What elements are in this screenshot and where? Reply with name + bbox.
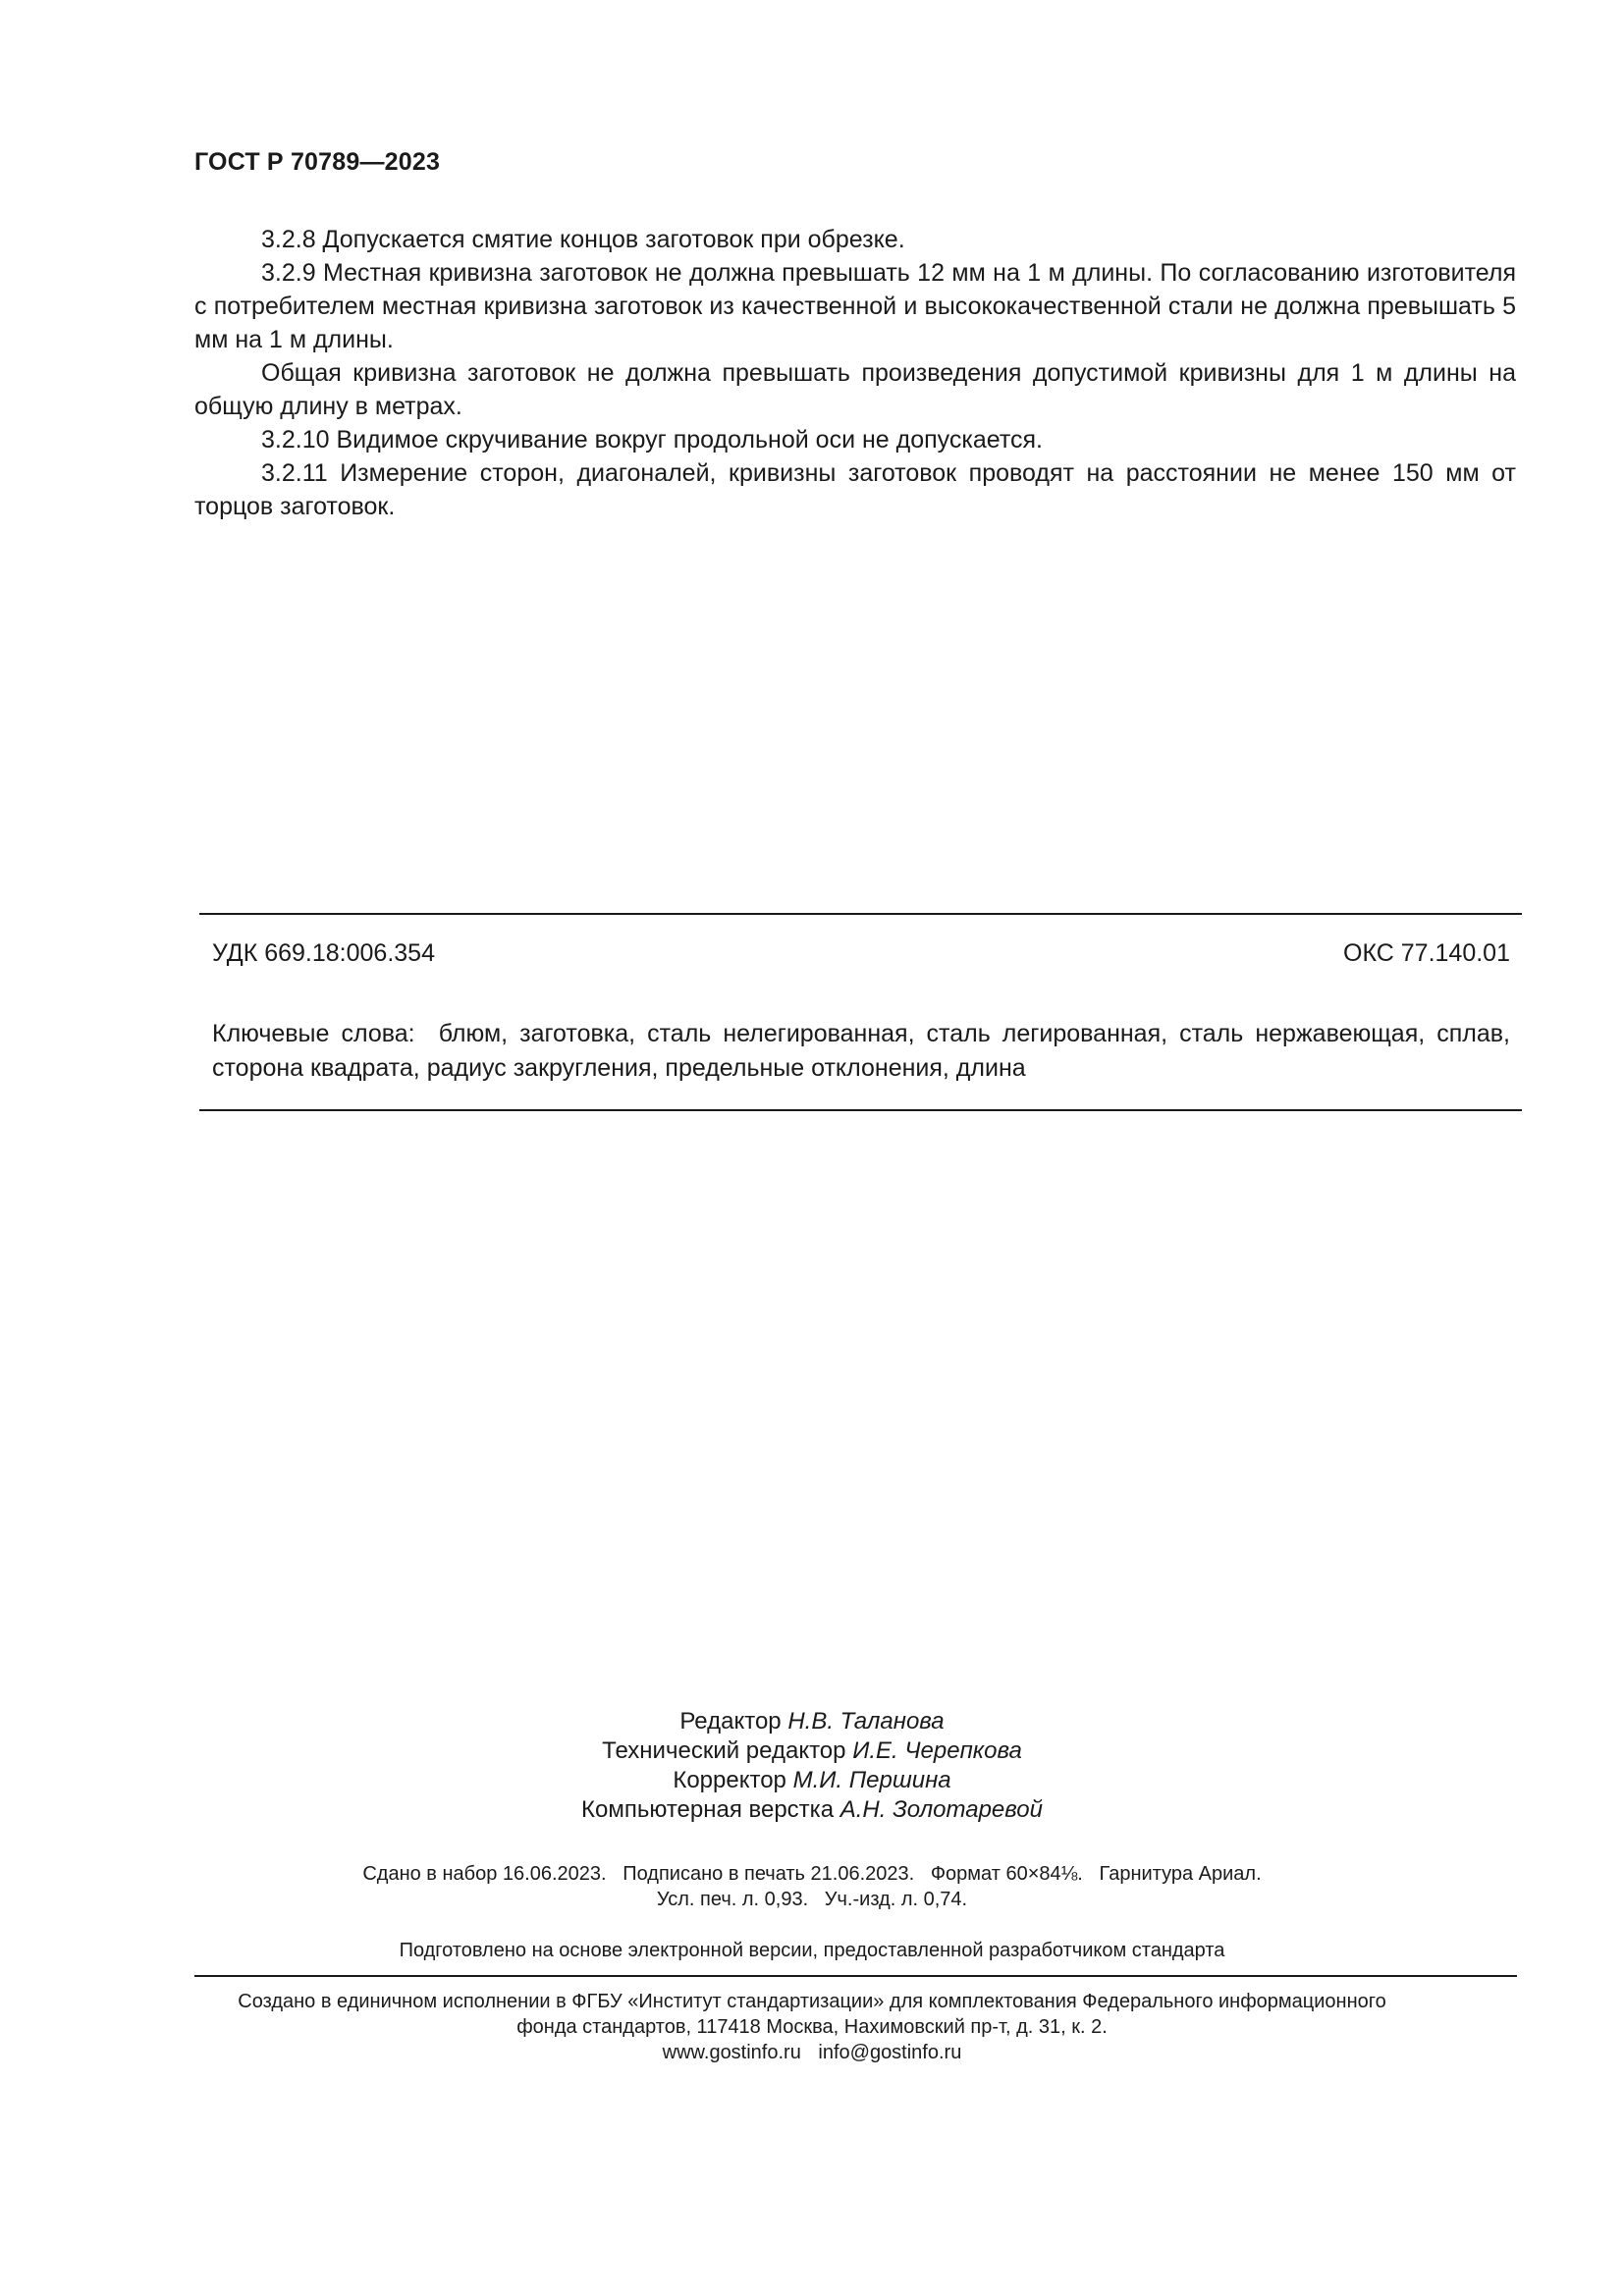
bottom-divider — [199, 1109, 1522, 1111]
keywords-text: блюм, заготовка, сталь нелегированная, сталь легированная, сталь нержавеющая, сплав, сторона квадрата, радиус закругления, предельные отклонения, длина — [212, 1020, 1510, 1082]
keywords-label: Ключевые слова: — [212, 1020, 415, 1047]
oks-code: ОКС 77.140.01 — [1343, 939, 1510, 967]
created-line-2: фонда стандартов, 117418 Москва, Нахимовский пр-т, д. 31, к. 2. — [516, 2016, 1108, 2038]
credit-editor: Редактор Н.В. Таланова — [679, 1708, 945, 1735]
clause-3-2-10: 3.2.10 Видимое скручивание вокруг продольной оси не допускается. — [261, 426, 1043, 454]
page-header-standard-id: ГОСТ Р 70789—2023 — [194, 148, 441, 176]
clause-3-2-9: 3.2.9 Местная кривизна заготовок не должна превышать 12 мм на 1 м длины. По согласованию изготовителя с потребителем местная кривизна заготовок из качественной и высококачественной стали не должна превышать 5 мм на 1 м длины. — [194, 259, 1516, 353]
keywords-block — [212, 1017, 1510, 1086]
clause-3-2-11: 3.2.11 Измерение сторон, диагоналей, кривизны заготовок проводят на расстоянии не менее 150 мм от торцов заготовок. — [194, 459, 1516, 520]
contacts — [0, 2040, 1624, 2065]
credits-block — [0, 1707, 1624, 1825]
print-info-line-2: Усл. печ. л. 0,93. Уч.-изд. л. 0,74. — [656, 1889, 968, 1910]
footer-divider — [194, 1975, 1517, 1977]
prepared-note: Подготовлено на основе электронной версии, предоставленной разработчиком стандарта — [399, 1940, 1225, 1961]
udk-code: УДК 669.18:006.354 — [212, 939, 435, 967]
website-link[interactable]: www.gostinfo.ru — [662, 2042, 801, 2063]
credit-proofreader: Корректор М.И. Першина — [673, 1767, 951, 1793]
print-info-line-1: Сдано в набор 16.06.2023. Подписано в печать 21.06.2023. Формат 60×84⅛. Гарнитура Ариал. — [362, 1863, 1262, 1885]
clause-3-2-8: 3.2.8 Допускается смятие концов заготовок при обрезке. — [261, 226, 905, 253]
created-line-1: Создано в единичном исполнении в ФГБУ «Институт стандартизации» для комплектования Федерального информационного — [238, 1991, 1386, 2012]
email-link[interactable]: info@gostinfo.ru — [818, 2042, 962, 2063]
body-text — [194, 223, 1516, 523]
created-note — [0, 1989, 1624, 2065]
credit-technical-editor: Технический редактор И.Е. Черепкова — [602, 1737, 1022, 1764]
credit-layout: Компьютерная верстка А.Н. Золотаревой — [581, 1796, 1043, 1823]
clause-3-2-9-general-curvature: Общая кривизна заготовок не должна превышать произведения допустимой кривизны для 1 м длины на общую длину в метрах. — [194, 359, 1516, 420]
top-divider — [199, 913, 1522, 915]
print-info — [0, 1861, 1624, 1912]
